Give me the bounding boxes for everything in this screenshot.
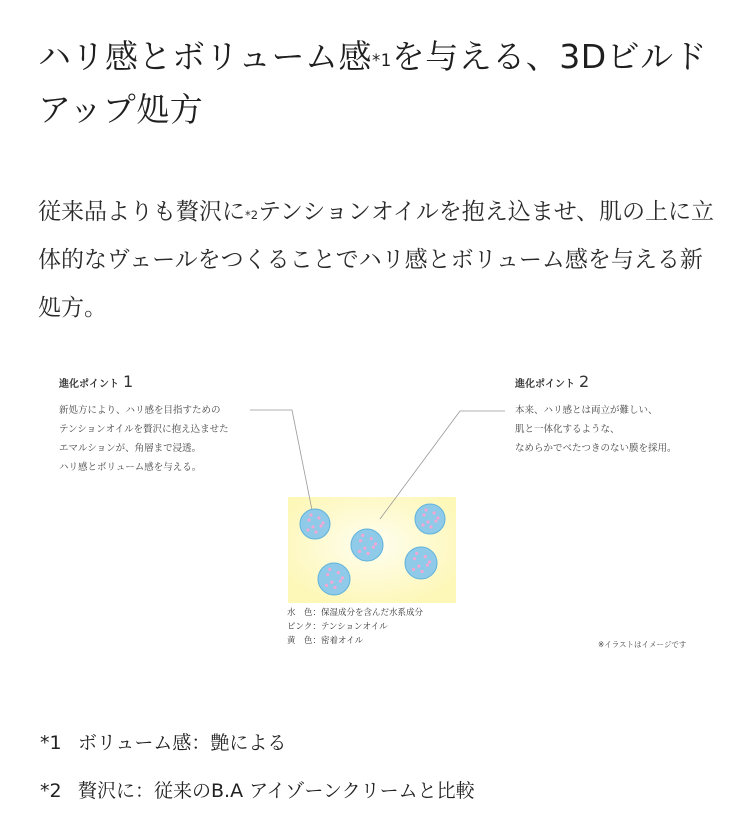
oil-droplet — [413, 557, 416, 560]
oil-droplet — [358, 550, 361, 553]
oil-droplet — [422, 513, 425, 516]
footnote-item — [40, 772, 475, 820]
oil-droplet — [412, 568, 415, 571]
description-part2: テンションオイルを抱え込ませ、肌の上に立体的なヴェールをつくることでハリ感とボリューム感を与える新処方。 — [38, 199, 715, 321]
point-1-line: ハリ感とボリューム感を与える。 — [59, 462, 202, 473]
point-2-line: 本来、ハリ感とは両立が難しい、 — [515, 405, 658, 416]
water-bubble — [415, 504, 445, 534]
oil-droplet — [339, 580, 342, 583]
oil-droplet — [328, 568, 331, 571]
point-1-line: 新処方により、ハリ感を目指すための — [59, 405, 221, 416]
oil-droplet — [307, 518, 310, 521]
footnote-mark: *2 — [40, 780, 62, 802]
point-1-label: 進化ポイント — [59, 379, 119, 390]
oil-droplet — [311, 525, 314, 528]
oil-droplet — [314, 530, 317, 533]
formula-illustration — [0, 360, 750, 660]
point-1-line: テンションオイルを贅沢に抱え込ませた — [59, 424, 229, 435]
oil-droplet — [417, 565, 420, 568]
oil-droplet — [424, 555, 427, 558]
point-1-description — [59, 401, 229, 477]
oil-droplet — [426, 520, 429, 523]
oil-droplet — [420, 570, 423, 573]
water-bubble — [300, 509, 330, 539]
point-1-line: エマルションが、角層まで浸透。 — [59, 443, 202, 454]
oil-droplet — [424, 508, 427, 511]
oil-droplet — [429, 525, 432, 528]
oil-droplet — [309, 513, 312, 516]
headline-part2: を与える、3Dビルドアップ処方 — [38, 37, 708, 129]
point-2-line: なめらかでべたつきのない膜を採用。 — [515, 443, 677, 454]
point-2-label: 進化ポイント — [515, 379, 575, 390]
footnote-mark: *1 — [40, 732, 62, 754]
point-2-title — [515, 372, 589, 391]
color-legend — [287, 606, 423, 648]
oil-droplet — [337, 571, 340, 574]
description-footnote-ref: *2 — [245, 207, 259, 222]
oil-droplet — [421, 523, 424, 526]
oil-droplet — [372, 546, 375, 549]
oil-droplet — [366, 552, 369, 555]
oil-droplet — [321, 521, 324, 524]
headline-part1: ハリ感とボリューム感 — [38, 37, 373, 76]
oil-droplet — [436, 516, 439, 519]
oil-droplet — [370, 537, 373, 540]
oil-droplet — [341, 576, 344, 579]
point-2-description — [515, 401, 677, 458]
oil-droplet — [330, 581, 333, 584]
water-bubble — [405, 547, 437, 579]
water-bubble — [351, 529, 383, 561]
description-paragraph — [38, 188, 718, 332]
oil-droplet — [432, 511, 435, 514]
point-1-number: 1 — [123, 372, 134, 391]
footnote-text: ボリューム感：艶による — [78, 732, 287, 754]
headline-footnote-ref: *1 — [372, 51, 392, 71]
illustration-note: ※イラストはイメージです — [598, 640, 687, 649]
oil-droplet — [306, 528, 309, 531]
legend-item-pink: ピンク：テンションオイル — [287, 622, 388, 632]
footnote-item — [40, 724, 475, 772]
point-2-number: 2 — [579, 372, 590, 391]
oil-droplet — [325, 584, 328, 587]
footnote-text: 贅沢に：従来のB.A アイゾーンクリームと比較 — [78, 780, 475, 802]
oil-droplet — [434, 519, 437, 522]
footnotes — [40, 724, 475, 820]
oil-droplet — [363, 547, 366, 550]
description-part1: 従来品よりも贅沢に — [38, 199, 245, 225]
oil-droplet — [319, 524, 322, 527]
headline — [38, 30, 728, 136]
oil-droplet — [415, 552, 418, 555]
oil-droplet — [333, 586, 336, 589]
legend-item-yellow: 黄 色：密着オイル — [287, 636, 364, 646]
water-bubble — [318, 563, 350, 595]
oil-droplet — [428, 560, 431, 563]
oil-droplet — [317, 516, 320, 519]
oil-droplet — [426, 564, 429, 567]
oil-droplet — [359, 539, 362, 542]
legend-item-water: 水 色：保湿成分を含んだ水系成分 — [287, 608, 424, 618]
oil-droplet — [361, 534, 364, 537]
oil-droplet — [326, 573, 329, 576]
point-1-title — [59, 372, 133, 391]
oil-droplet — [374, 542, 377, 545]
point-2-line: 肌と一体化するような、 — [515, 424, 620, 435]
